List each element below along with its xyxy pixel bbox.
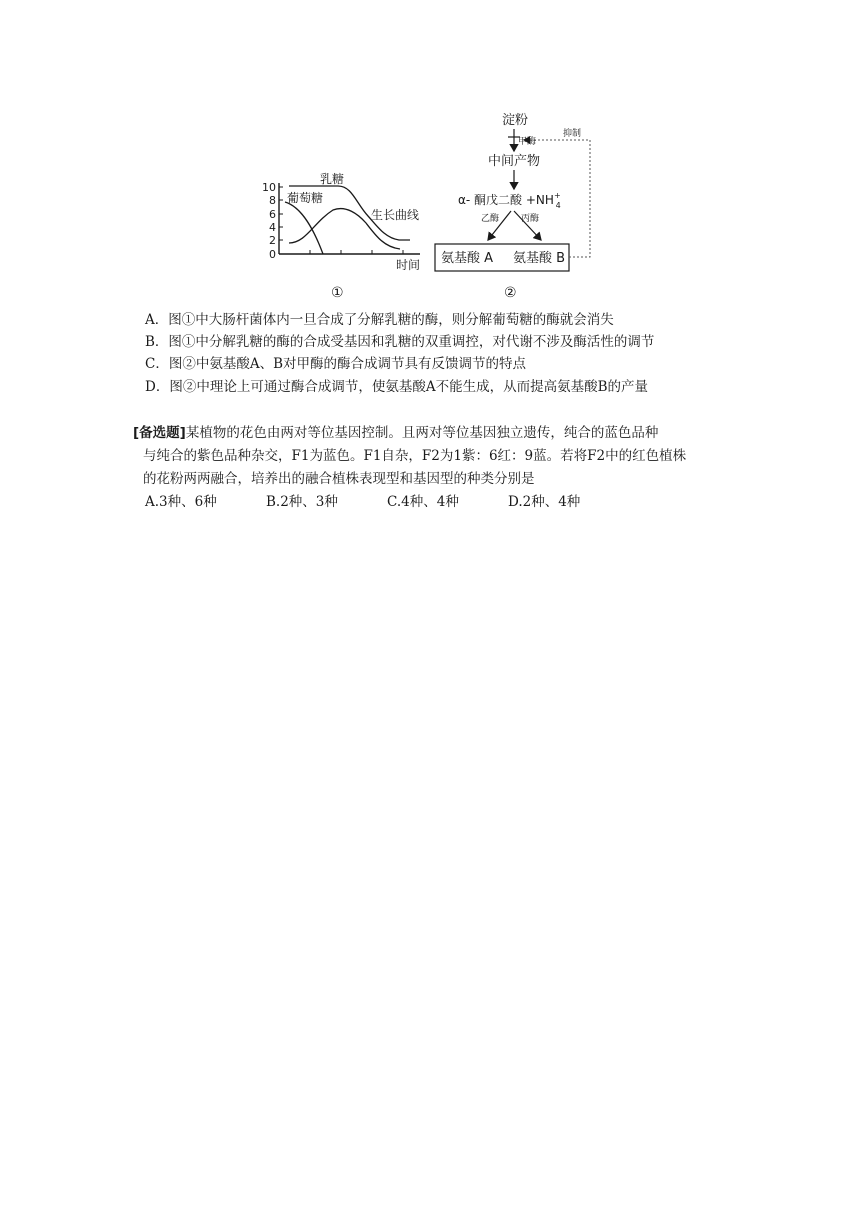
choice-b: B.2种、3种 (266, 494, 338, 510)
choice-c: C.4种、4种 (387, 494, 459, 510)
figure-1-chart (262, 171, 420, 301)
enzyme-jia-label: 甲酶 (518, 137, 537, 147)
inhibit-label: 抑制 (563, 129, 582, 139)
backup-choices (145, 491, 580, 513)
figure-1-caption: ① (331, 285, 344, 301)
choice-d: D.2种、4种 (508, 494, 581, 510)
option-b: B．图①中分解乳糖的酶的合成受基因和乳糖的双重调控，对代谢不涉及酶活性的调节 (145, 334, 655, 350)
enzyme-yi-label: 乙酶 (481, 214, 500, 224)
lactose-label: 乳糖 (320, 172, 345, 186)
y-tick-label: 0 (269, 248, 276, 261)
glucose-label: 葡萄糖 (287, 191, 324, 205)
y-tick-label: 8 (269, 194, 276, 207)
backup-question-line-3: 的花粉两两融合，培养出的融合植株表现型和基因型的种类分别是 (143, 471, 535, 487)
option-a: A．图①中大肠杆菌体内一旦合成了分解乳糖的酶，则分解葡萄糖的酶就会消失 (145, 312, 614, 328)
y-tick-label: 6 (269, 208, 276, 221)
figure-area (0, 0, 860, 310)
amino-acid-a: 氨基酸 A (441, 251, 494, 266)
figure-2-pathway (435, 112, 590, 301)
option-c: C．图②中氨基酸A、B对甲酶的酶合成调节具有反馈调节的特点 (145, 356, 526, 372)
ketoglutarate-node: α- 酮戊二酸 +NH+ 4 (458, 191, 561, 210)
enzyme-bing-label: 丙酶 (521, 214, 540, 224)
backup-question-line-2: 与纯合的紫色品种杂交，F1为蓝色。F1自杂，F2为1紫：6红：9蓝。若将F2中的红色植株 (143, 448, 687, 464)
figure-2-caption: ② (504, 285, 517, 301)
amino-acid-b: 氨基酸 B (513, 251, 566, 266)
intermediate-node: 中间产物 (488, 154, 541, 169)
y-tick-label: 10 (262, 181, 276, 194)
backup-question (133, 422, 763, 491)
backup-question-tag: [备选题] (133, 425, 186, 441)
y-tick-label: 2 (269, 234, 276, 247)
option-d: D．图②中理论上可通过酶合成调节，使氨基酸A不能生成，从而提高氨基酸B的产量 (145, 379, 648, 395)
x-axis-label: 时间 (396, 258, 421, 272)
choice-a: A.3种、6种 (145, 494, 217, 510)
glucose-curve (285, 202, 323, 254)
backup-question-line-1: 某植物的花色由两对等位基因控制。且两对等位基因独立遗传，纯合的蓝色品种 (185, 425, 659, 441)
y-tick-label: 4 (269, 221, 276, 234)
starch-node: 淀粉 (502, 113, 529, 128)
growth-label: 生长曲线 (371, 208, 420, 222)
